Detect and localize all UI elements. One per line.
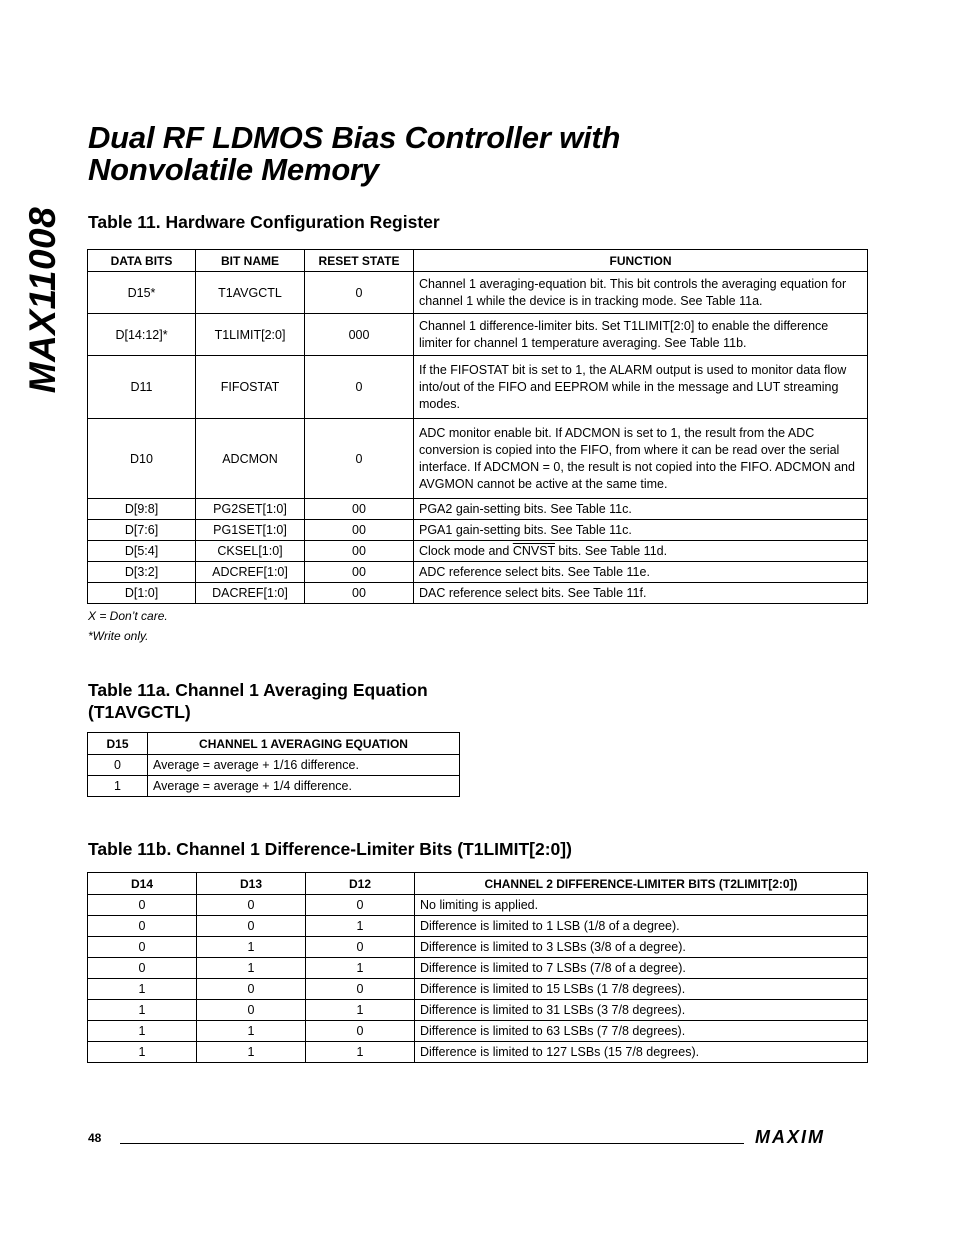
column-header-d15: D15 (88, 733, 148, 755)
cell-d12: 0 (306, 937, 415, 958)
cnvst-signal-name: CNVST (512, 543, 555, 558)
table-row (88, 1021, 868, 1042)
table-row (88, 356, 868, 419)
cell-bit-name: FIFOSTAT (196, 356, 305, 419)
table-row (88, 583, 868, 604)
cell-function: ADC reference select bits. See Table 11e. (414, 562, 868, 583)
footer-rule (120, 1143, 744, 1144)
table-row (88, 979, 868, 1000)
cell-d13: 0 (197, 1000, 306, 1021)
table-row (88, 1000, 868, 1021)
cell-d14: 1 (88, 1000, 197, 1021)
cell-data-bits: D[1:0] (88, 583, 196, 604)
cell-d13: 0 (197, 916, 306, 937)
table-11-heading: Table 11. Hardware Configuration Register (88, 212, 440, 232)
cell-d14: 1 (88, 1021, 197, 1042)
cell-bit-name: ADCREF[1:0] (196, 562, 305, 583)
table-row (88, 499, 868, 520)
maxim-logo (755, 1128, 865, 1151)
column-header-limiter-bits: CHANNEL 2 DIFFERENCE-LIMITER BITS (T2LIMIT[2:0]) (415, 873, 868, 895)
cell-bit-name: T1LIMIT[2:0] (196, 314, 305, 356)
cell-d13: 1 (197, 1042, 306, 1063)
cell-d13: 1 (197, 958, 306, 979)
cell-data-bits: D[3:2] (88, 562, 196, 583)
document-title-line-1: Dual RF LDMOS Bias Controller with (88, 120, 621, 155)
cell-d14: 0 (88, 958, 197, 979)
cell-d14: 1 (88, 1042, 197, 1063)
table-row (88, 937, 868, 958)
cell-data-bits: D[14:12]* (88, 314, 196, 356)
cell-data-bits: D10 (88, 419, 196, 499)
cell-data-bits: D11 (88, 356, 196, 419)
column-header-function: FUNCTION (414, 250, 868, 272)
cell-d14: 0 (88, 895, 197, 916)
column-header-reset-state: RESET STATE (305, 250, 414, 272)
cell-reset-state: 0 (305, 272, 414, 314)
cell-function: Channel 1 averaging-equation bit. This bit controls the averaging equation for channel 1 while the device is in tracking mode. See Table 11a. (414, 272, 868, 314)
cell-d12: 1 (306, 1042, 415, 1063)
cell-d14: 0 (88, 916, 197, 937)
cell-description: No limiting is applied. (415, 895, 868, 916)
column-header-bit-name: BIT NAME (196, 250, 305, 272)
column-header-d14: D14 (88, 873, 197, 895)
cell-d14: 0 (88, 937, 197, 958)
cell-description: Difference is limited to 7 LSBs (7/8 of a degree). (415, 958, 868, 979)
table-11-note-dont-care: X = Don’t care. (88, 609, 168, 623)
table-row (88, 541, 868, 562)
cell-reset-state: 00 (305, 562, 414, 583)
cell-description: Difference is limited to 63 LSBs (7 7/8 degrees). (415, 1021, 868, 1042)
table-row (88, 562, 868, 583)
cell-function: Channel 1 difference-limiter bits. Set T1LIMIT[2:0] to enable the difference limiter for channel 1 temperature averaging. See Table 11b. (414, 314, 868, 356)
cell-d15: 0 (88, 755, 148, 776)
document-title (88, 122, 620, 186)
maxim-logo-graphic (755, 1128, 865, 1146)
cell-d14: 1 (88, 979, 197, 1000)
table-11a-heading-line-2: (T1AVGCTL) (88, 702, 191, 722)
cell-d15: 1 (88, 776, 148, 797)
cell-reset-state: 00 (305, 520, 414, 541)
cell-d12: 0 (306, 979, 415, 1000)
table-row (88, 916, 868, 937)
column-header-d12: D12 (306, 873, 415, 895)
cell-data-bits: D[5:4] (88, 541, 196, 562)
cell-d12: 1 (306, 1000, 415, 1021)
cell-bit-name: PG2SET[1:0] (196, 499, 305, 520)
column-header-data-bits: DATA BITS (88, 250, 196, 272)
cell-data-bits: D15* (88, 272, 196, 314)
table-11 (87, 249, 868, 604)
cell-reset-state: 00 (305, 583, 414, 604)
document-title-line-2: Nonvolatile Memory (88, 152, 379, 187)
table-row (88, 755, 460, 776)
cell-function: DAC reference select bits. See Table 11f. (414, 583, 868, 604)
table-header-row (88, 250, 868, 272)
page-number: 48 (88, 1131, 102, 1145)
cell-data-bits: D[9:8] (88, 499, 196, 520)
cell-function: If the FIFOSTAT bit is set to 1, the ALARM output is used to monitor data flow into/out of the FIFO and EEPROM while in the message and LUT streaming modes. (414, 356, 868, 419)
table-row (88, 1042, 868, 1063)
cell-d13: 1 (197, 1021, 306, 1042)
cell-function: Clock mode and CNVST bits. See Table 11d. (414, 541, 868, 562)
side-product-title-text: MAX11008 (22, 206, 63, 394)
table-11b (87, 872, 868, 1063)
cell-bit-name: T1AVGCTL (196, 272, 305, 314)
cell-description: Difference is limited to 15 LSBs (1 7/8 degrees). (415, 979, 868, 1000)
table-header-row (88, 873, 868, 895)
cell-d13: 0 (197, 895, 306, 916)
cell-description: Difference is limited to 31 LSBs (3 7/8 degrees). (415, 1000, 868, 1021)
cell-bit-name: PG1SET[1:0] (196, 520, 305, 541)
table-11a (87, 732, 460, 797)
cell-d12: 0 (306, 895, 415, 916)
table-11b-heading: Table 11b. Channel 1 Difference-Limiter Bits (T1LIMIT[2:0]) (88, 839, 572, 859)
cell-d13: 0 (197, 979, 306, 1000)
cell-reset-state: 0 (305, 419, 414, 499)
cell-reset-state: 00 (305, 541, 414, 562)
table-11a-heading-line-1: Table 11a. Channel 1 Averaging Equation (88, 680, 428, 700)
cell-equation: Average = average + 1/4 difference. (148, 776, 460, 797)
cell-function: PGA2 gain-setting bits. See Table 11c. (414, 499, 868, 520)
cell-d12: 1 (306, 958, 415, 979)
cell-function: ADC monitor enable bit. If ADCMON is set to 1, the result from the ADC conversion is copied into the FIFO, from where it can be read over the serial interface. If ADCMON = 0, the result is not copied into the FIFO. ADCMON and AVGMON cannot be active at the same time. (414, 419, 868, 499)
table-row (88, 958, 868, 979)
table-11a-heading (88, 679, 428, 723)
cell-description: Difference is limited to 1 LSB (1/8 of a degree). (415, 916, 868, 937)
table-row (88, 776, 460, 797)
cell-data-bits: D[7:6] (88, 520, 196, 541)
cell-reset-state: 000 (305, 314, 414, 356)
cell-d13: 1 (197, 937, 306, 958)
cell-d12: 1 (306, 916, 415, 937)
maxim-logo-text: MAXIM (755, 1128, 825, 1146)
side-product-title (17, 206, 69, 394)
column-header-averaging-equation: CHANNEL 1 AVERAGING EQUATION (148, 733, 460, 755)
table-row (88, 520, 868, 541)
cell-bit-name: DACREF[1:0] (196, 583, 305, 604)
cell-function: PGA1 gain-setting bits. See Table 11c. (414, 520, 868, 541)
table-header-row (88, 733, 460, 755)
table-row (88, 314, 868, 356)
cell-d12: 0 (306, 1021, 415, 1042)
cell-description: Difference is limited to 3 LSBs (3/8 of a degree). (415, 937, 868, 958)
table-row (88, 419, 868, 499)
cell-equation: Average = average + 1/16 difference. (148, 755, 460, 776)
cell-reset-state: 0 (305, 356, 414, 419)
table-11-note-write-only: *Write only. (88, 629, 149, 643)
column-header-d13: D13 (197, 873, 306, 895)
cell-bit-name: ADCMON (196, 419, 305, 499)
cell-reset-state: 00 (305, 499, 414, 520)
cell-description: Difference is limited to 127 LSBs (15 7/8 degrees). (415, 1042, 868, 1063)
table-row (88, 895, 868, 916)
table-row (88, 272, 868, 314)
cell-bit-name: CKSEL[1:0] (196, 541, 305, 562)
